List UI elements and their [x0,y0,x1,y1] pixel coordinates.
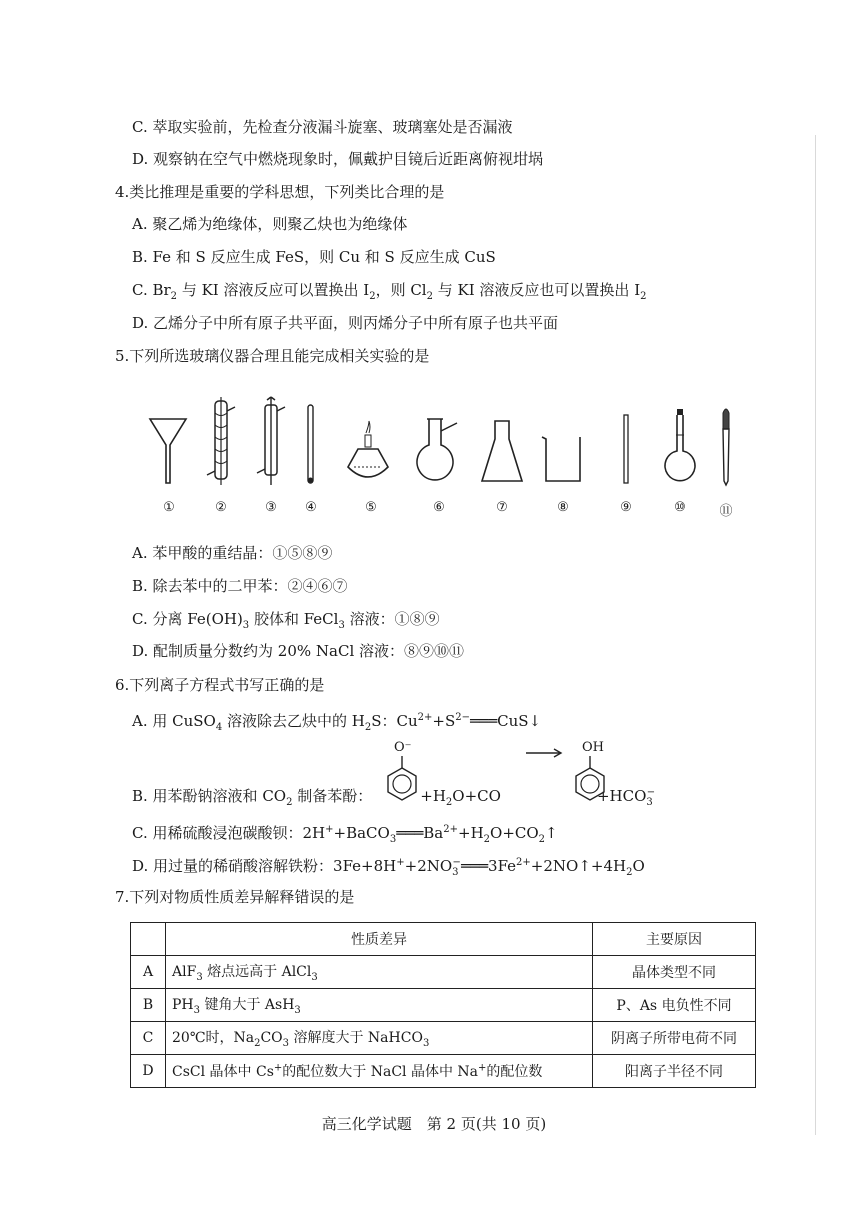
row-property: AlF$_3$ 熔点远高于 AlCl$_3$ [166,956,593,989]
distilling-flask-icon [413,395,465,487]
question-7: 7.下列对物质性质差异解释错误的是 [115,888,355,906]
apparatus-number-10: ⑩ [674,500,686,515]
q4-option-d: D. 乙烯分子中所有原子共平面，则丙烯分子中所有原子也共平面 [132,314,559,332]
row-id: C [131,1022,166,1055]
page-edge-line [815,135,816,1135]
q4-option-a: A. 聚乙烯为绝缘体，则聚乙炔也为绝缘体 [132,215,408,233]
row-property: $PH_3$ 键角大于 AsH$_3$ [166,989,593,1022]
phenolate-label: O⁻ [394,740,412,755]
table-row [131,1022,756,1055]
apparatus-number-5: ⑤ [365,500,377,515]
question-6: 6.下列离子方程式书写正确的是 [115,676,325,694]
question-4: 4.类比推理是重要的学科思想，下列类比合理的是 [115,183,445,201]
question-5: 5.下列所选玻璃仪器合理且能完成相关实验的是 [115,347,430,365]
table-header-reason: 主要原因 [593,923,756,956]
q6-option-a: A. 用 CuSO$_4$ 溶液除去乙炔中的 $H_2S$：$Cu^{2+}+S^{2-}═══CuS↓$ [132,712,542,733]
q5-option-d: D. 配制质量分数约为 20% NaCl 溶液：⑧⑨⑩⑪ [132,642,465,660]
q5-option-a: A. 苯甲酸的重结晶：①⑤⑧⑨ [132,544,333,562]
q5-option-c: C. 分离 $Fe(OH)_3$ 胶体和 FeCl$_3$ 溶液：①⑧⑨ [132,610,440,631]
volumetric-flask-icon [660,395,700,487]
row-reason: 阳离子半径不同 [593,1055,756,1088]
reaction-arrow [526,745,564,764]
q3-option-d: D. 观察钠在空气中燃烧现象时，佩戴护目镜后近距离俯视坩埚 [132,150,544,168]
row-property: CsCl 晶体中 Cs+的配位数大于 NaCl 晶体中 Na+的配位数 [166,1055,593,1088]
table-header-row [131,923,756,956]
q3-option-c: C. 萃取实验前，先检查分液漏斗旋塞、玻璃塞处是否漏液 [132,118,513,136]
apparatus-number-2: ② [215,500,227,515]
q6-option-c: C. 用稀硫酸浸泡碳酸钡：$2H^++BaCO_3═══Ba^{2+}+H_2O+CO_2↑$ [132,824,558,845]
phenolate-structure [380,740,430,810]
row-id: D [131,1055,166,1088]
row-id: A [131,956,166,989]
row-reason: 晶体类型不同 [593,956,756,989]
apparatus-number-7: ⑦ [496,500,508,515]
row-property: 20℃时，$Na_2CO_3$ 溶解度大于 NaHCO$_3$ [166,1022,593,1055]
table-header-property: 性质差异 [166,923,593,956]
straight-condenser-icon [253,395,289,487]
glass-rod-icon [620,395,632,487]
apparatus-number-1: ① [163,500,175,515]
table-row [131,956,756,989]
property-difference-table [130,922,756,1088]
bulb-condenser-icon [203,395,239,487]
row-reason: 阴离子所带电荷不同 [593,1022,756,1055]
q5-option-b: B. 除去苯中的二甲苯：②④⑥⑦ [132,577,348,595]
apparatus-number-8: ⑧ [557,500,569,515]
q4-option-b: B. Fe 和 S 反应生成 FeS，则 Cu 和 S 反应生成 CuS [132,248,496,266]
table-row [131,989,756,1022]
apparatus-number-4: ④ [305,500,317,515]
funnel-icon [148,395,188,485]
row-reason: P、As 电负性不同 [593,989,756,1022]
thermometer-icon [304,395,318,487]
phenol-label: OH [582,740,604,755]
apparatus-number-6: ⑥ [433,500,445,515]
apparatus-number-9: ⑨ [620,500,632,515]
row-id: B [131,989,166,1022]
table-row [131,1055,756,1088]
q4-option-c: C. $Br_2$ 与 KI 溶液反应可以置换出 $I_2$，则 $Cl_2$ 与 KI 溶液反应也可以置换出 $I_2$ [132,281,647,302]
table-header-empty [131,923,166,956]
alcohol-lamp-icon [346,395,392,487]
conical-flask-icon [478,395,526,487]
apparatus-number-3: ③ [265,500,277,515]
page-footer: 高三化学试题 第 2 页(共 10 页) [321,1115,547,1133]
phenol-structure [568,740,618,810]
apparatus-number-11: ⑪ [719,504,733,519]
q6-option-b: B. 用苯酚钠溶液和 $CO_2$ 制备苯酚： $+H_2O+CO +HCO_3^-$ [132,787,656,808]
q6-option-d: D. 用过量的稀硝酸溶解铁粉：$3Fe+8H^++2NO_3^-═══3Fe^{2+}+2NO↑+4H_2O$ [132,857,645,878]
beaker-icon [540,395,586,487]
dropper-icon [716,395,736,487]
